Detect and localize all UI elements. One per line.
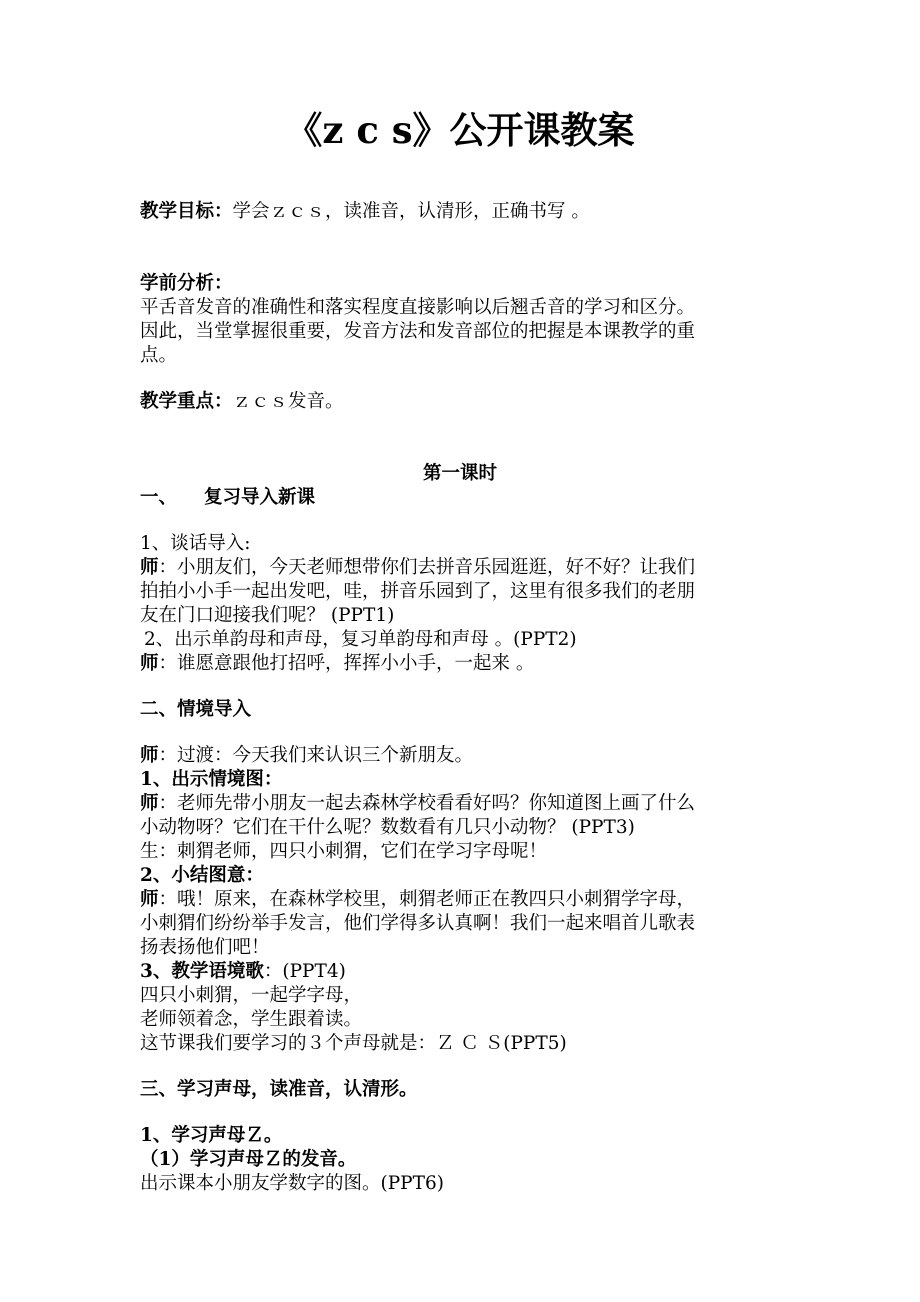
s1-item-2: 2、出示单韵母和声母，复习单韵母和声母 。(PPT2): [144, 629, 577, 650]
song-line-2: 老师领着念，学生跟着读。: [140, 1009, 363, 1030]
s1-teacher-line-3: 友在门口迎接我们呢？ (PPT1): [140, 605, 395, 626]
s1-teacher-text-2: ：谁愿意跟他打招呼，挥挥小小手，一起来 。: [158, 653, 535, 674]
section-2-heading: 二、情境导入: [140, 699, 252, 720]
s1-teacher-line-2: 拍拍小小手一起出发吧，哇，拼音乐园到了，这里有很多我们的老朋: [140, 581, 696, 602]
analysis-line-1: 平舌音发音的准确性和落实程度直接影响以后翘舌音的学习和区分。: [140, 297, 696, 318]
song-line-3: 这节课我们要学习的３个声母就是：Ｚ Ｃ Ｓ(PPT5): [140, 1033, 567, 1054]
key-point-text: ｚｃｓ发音。: [232, 391, 344, 412]
objective-line: [140, 200, 790, 224]
s2-transition-line: [140, 744, 790, 768]
section-3-heading: 三、学习声母，读准音，认清形。: [140, 1079, 418, 1100]
teacher-label: 师: [140, 653, 159, 674]
objective-text: 学会ｚｃｓ，读准音，认清形，正确书写 。: [232, 201, 590, 222]
s3-sub-1-1: （1）学习声母Ｚ的发音。: [140, 1149, 357, 1170]
s2-sub-2: 2、小结图意：: [140, 865, 264, 886]
s2-student-line: 生：刺猬老师，四只小刺猬，它们在学习字母呢！: [140, 841, 548, 862]
s2-sub1-line-2: 小动物呀？它们在干什么呢？数数看有几只小动物？ (PPT3): [140, 817, 635, 838]
section-1-heading: [140, 486, 790, 510]
key-point-label: 教学重点：: [140, 391, 233, 412]
s2-sub-3-label: 3、教学语境歌: [140, 961, 264, 982]
teacher-label: 师: [140, 745, 159, 766]
s3-sub-1: 1、学习声母Ｚ。: [140, 1125, 283, 1146]
s1-teacher-line-1: [140, 556, 790, 580]
s2-sub-1: 1、出示情境图：: [140, 769, 283, 790]
s1-teacher-line-4: [140, 652, 790, 676]
s2-sub2-line-2: 小刺猬们纷纷举手发言，他们学得多认真啊！我们一起来唱首儿歌表: [140, 913, 696, 934]
key-point-line: [140, 390, 790, 414]
teacher-label: 师: [140, 557, 159, 578]
song-line-1: 四只小刺猬，一起学字母，: [140, 985, 363, 1006]
s2-transition-text: ：过渡：今天我们来认识三个新朋友。: [158, 745, 474, 766]
s2-sub-3: [140, 960, 790, 984]
document-body: [140, 200, 790, 1196]
lesson-title: 第一课时: [422, 463, 497, 484]
teacher-label: 师: [140, 793, 159, 814]
section-1-title: 复习导入新课: [204, 487, 316, 508]
page-title: 《z c s》公开课教案: [285, 108, 635, 152]
s2-sub2-text-1: ：哦！原来，在森林学校里，刺猬老师正在教四只小刺猬学字母，: [158, 889, 696, 910]
s2-sub2-line-3: 扬表扬他们吧！: [140, 937, 270, 958]
s2-sub1-line-1: [140, 792, 790, 816]
s2-sub-3-suffix: ：(PPT4): [263, 961, 346, 982]
s2-sub1-text-1: ：老师先带小朋友一起去森林学校看看好吗？你知道图上画了什么: [158, 793, 696, 814]
section-1-number: 一、: [140, 487, 178, 508]
s3-text: 出示课本小朋友学数字的图。(PPT6): [140, 1173, 444, 1194]
analysis-line-2: 因此，当堂掌握很重要，发音方法和发音部位的把握是本课教学的重: [140, 321, 696, 342]
analysis-label: 学前分析：: [140, 273, 233, 294]
s2-sub2-line-1: [140, 888, 790, 912]
teacher-label: 师: [140, 889, 159, 910]
s1-teacher-text-1: ：小朋友们，今天老师想带你们去拼音乐园逛逛，好不好？让我们: [158, 557, 696, 578]
objective-label: 教学目标：: [140, 201, 233, 222]
analysis-line-3: 点。: [140, 345, 178, 366]
s1-item-1: 1、谈话导入:: [140, 533, 251, 554]
